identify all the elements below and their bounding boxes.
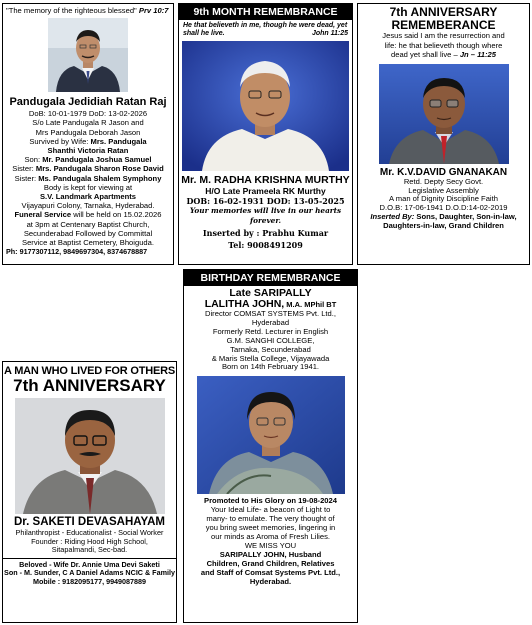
birthday-remembrance-ad-lalitha-john [183,269,358,623]
deceased-name: Pandugala Jedidiah Ratan Raj [9,96,167,109]
tribute-line-4: our minds as Aroma of Fresh Lilies. [210,531,330,541]
ad-heading-2: REMEMBERANCE [391,17,496,32]
venue-address: Vijayapuri Colony, Tarnaka, Hyderabad. [21,201,155,211]
family-line-2: Son - M. Sunder, C A Daniel Adams NCIC & Family [4,568,175,578]
parents-line-2: Mrs Pandugala Deborah Jason [35,127,141,137]
ad-heading-1: 7th ANNIVERSARY [389,5,498,19]
sister2-line [6,174,170,183]
deceased-name: Mr. K.V.DAVID GNANAKAN [379,166,508,178]
inserted-names-1: Sons, Daughter, Son-in-law, [416,211,517,221]
dob-dod: D.O.B: 17-06-1941 D.O.D:14-02-2019 [379,203,508,213]
bio-line-5: Tarnaka, Secunderabad [230,344,311,354]
funeral-label: Funeral Service [14,210,72,220]
remembrance-ad-radha-krishna [178,3,353,265]
ad-tagline: A MAN WHO LIVED FOR OTHERS [4,365,175,377]
funeral-line-4: Service at Baptist Cemetery, Bhoiguda. [22,238,154,248]
son-label: Son: [24,155,43,165]
funeral-line-2: at 3pm at Centenary Baptist Church, [26,219,150,229]
sister2-label: Sister: [14,173,39,183]
faith-line: A man of Dignity Discipline Faith [389,194,498,204]
ad-body [184,286,357,587]
anniversary-ad-david-gnanakan [357,3,530,265]
portrait-photo [48,18,128,92]
family-line-2: Children, Grand Children, Relatives [206,558,335,568]
portrait-photo [182,41,349,171]
bio-line-2: Hyderabad [251,317,290,327]
bio-line-3: Sitapalmandi, Sec-bad. [51,545,128,555]
venue-name: S.V. Landmark Apartments [39,192,137,202]
deceased-name: Dr. SAKETI DEVASAHAYAM [13,516,166,528]
bio-line-7: Born on 14th February 1941. [221,362,320,372]
bio-line-1: Philanthropist - Educationalist - Social Worker [15,528,164,537]
phone-numbers: Ph: 9177307112, 9849697304, 8374678887 [6,247,148,257]
anniversary-ad-saketi-devasahayam [2,361,177,623]
sister1-line [6,164,170,173]
role-line-2: Legislative Assembly [408,185,479,195]
bio-line-6: & Maris Stella College, Vijayawada [211,353,330,363]
tribute-line-3: you bring sweet memories, lingering in [205,523,336,533]
family-line-3: and Staff of Comsat Systems Pvt. Ltd., [200,567,341,577]
telephone: Tel: 9008491209 [228,239,303,250]
glory-line: Promoted to His Glory on 19-08-2024 [204,496,337,506]
spouse-line: H/O Late Prameela RK Murthy [205,185,326,196]
wife-label: Survived by Wife: [29,136,91,146]
family-line-1: SARIPALLY JOHN, Husband [219,549,322,559]
obituary-ad-ratan-raj [2,3,174,265]
son-line [6,155,170,164]
ad-heading: BIRTHDAY REMEMBRANCE [184,270,357,286]
scripture-verse [179,20,352,41]
family-line-4: Hyderabad. [249,576,292,586]
viewing-line: Body is kept for viewing at [43,182,133,192]
sister1-name: Mrs. Pandugala Sharon Rose David [35,164,164,174]
wife-line [6,137,170,146]
funeral-line-3: Secunderabad Followed by Committal [23,228,153,238]
quote-reference: Prv 10:7 [138,6,169,15]
verse-line-1: Jesus said I am the resurrection and [382,31,505,40]
bio-line-4: G.M. SANGHI COLLEGE, [226,335,315,345]
son-name: Mr. Pandugala Joshua Samuel [42,155,152,165]
inserted-line-2: Daughters-in-law, Grand Children [383,220,504,230]
dob-dod: DoB: 10-01-1979 DoD: 13-02-2026 [28,109,148,119]
name-text: LALITHA JOHN, [204,298,285,310]
role-line-1: Retd. Depty Secy Govt. [403,176,484,186]
quote-text: "The memory of the righteous blessed" [6,6,137,15]
memory-line: Your memories will live in our hearts forever. [189,205,342,225]
bio-line-1: Director COMSAT SYSTEMS Pvt. Ltd., [205,309,336,318]
verse-text: He that believeth in me, though he were dead, yet shall he live. [183,22,348,38]
ad-heading: 7th ANNIVERSARY [13,376,166,395]
portrait-photo [379,64,509,164]
funeral-line-1 [6,210,170,219]
portrait-photo [15,398,165,514]
verse-reference: John 11:25 [311,30,348,38]
portrait-photo [197,376,345,494]
verse-line-3 [361,51,526,60]
inserted-label: Inserted By: [370,211,417,221]
divider [3,558,176,559]
mobile-numbers: Mobile : 9182095177, 9949087889 [32,576,147,586]
sister1-label: Sister: [12,164,36,174]
miss-you: WE MISS YOU [244,540,297,550]
bio-line-3: Formerly Retd. Lecturer in English [212,326,329,336]
verse-reference: Jn – 11:25 [459,50,496,60]
verse-line-2: life: he that believeth though where [384,40,503,50]
bio-line-2: Founder : Riding Hood High School, [31,536,148,546]
wife-name-2: Shanthi Victoria Ratan [47,146,129,156]
dob-dod: DOB: 16-02-1931 DOD: 13-05-2025 [186,195,345,206]
funeral-date: will be held on 15.02.2026 [71,210,162,220]
tribute-line-2: many- to emulate. The very thought of [206,514,335,524]
verse-text: dead yet shall live – [391,50,458,60]
degree: M.A. MPhil BT [284,300,337,309]
ad-heading: 9th MONTH REMEMBRANCE [179,4,352,20]
deceased-name-1: Late SARIPALLY [229,287,312,299]
inserted-by: Inserted by : Prabhu Kumar [202,227,329,238]
scripture-quote [6,6,170,15]
family-line-1: Beloved - Wife Dr. Annie Uma Devi Saketi [19,559,160,569]
deceased-name: Mr. M. RADHA KRISHNA MURTHY [181,173,350,186]
wife-name: Mrs. Pandugala [90,136,147,146]
sister2-name: Ms. Pandugala Shalem Symphony [38,173,162,183]
parents-line-1: S/o Late Pandugala R Jason and [32,118,144,128]
tribute-line-1: Your Ideal Life- a beacon of Light to [210,505,331,515]
